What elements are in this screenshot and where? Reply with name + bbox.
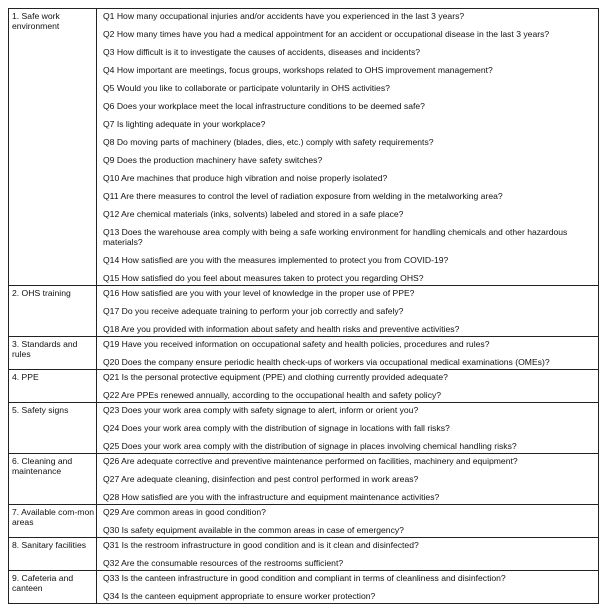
section-questions: [97, 403, 599, 454]
question-item: Q27 Are adequate cleaning, disinfection and pest control performed in work areas?: [103, 474, 419, 484]
question-item: Q34 Is the canteen equipment appropriate to ensure worker protection?: [103, 591, 376, 601]
section-category: 9. Cafeteria and canteen: [9, 571, 97, 604]
question-item: Q29 Are common areas in good condition?: [103, 507, 266, 517]
section-row: [9, 337, 599, 370]
question-item: Q24 Does your work area comply with the distribution of signage in locations with fall risks?: [103, 423, 450, 433]
question-item: Q15 How satisfied do you feel about measures taken to protect you regarding OHS?: [103, 273, 424, 283]
question-item: Q18 Are you provided with information about safety and health risks and preventive activities?: [103, 324, 460, 334]
question-item: Q4 How important are meetings, focus groups, workshops related to OHS improvement management?: [103, 65, 493, 75]
question-item: Q14 How satisfied are you with the measures implemented to protect you from COVID-19?: [103, 255, 449, 265]
section-questions: [97, 9, 599, 286]
question-item: Q5 Would you like to collaborate or participate voluntarily in OHS activities?: [103, 83, 390, 93]
section-row: [9, 538, 599, 571]
section-row: [9, 403, 599, 454]
section-category: 2. OHS training: [9, 286, 97, 337]
question-item: Q12 Are chemical materials (inks, solvents) labeled and stored in a safe place?: [103, 209, 404, 219]
question-item: Q33 Is the canteen infrastructure in good condition and compliant in terms of cleanliness and disinfection?: [103, 573, 506, 583]
question-item: Q2 How many times have you had a medical appointment for an accident or occupational disease in the last 3 years?: [103, 29, 550, 39]
section-category: 7. Available com-mon areas: [9, 505, 97, 538]
question-item: Q9 Does the production machinery have safety switches?: [103, 155, 323, 165]
section-category: 6. Cleaning and maintenance: [9, 454, 97, 505]
question-item: Q23 Does your work area comply with safety signage to alert, inform or orient you?: [103, 405, 419, 415]
section-category: 3. Standards and rules: [9, 337, 97, 370]
question-item: Q16 How satisfied are you with your level of knowledge in the proper use of PPE?: [103, 288, 415, 298]
question-item: Q10 Are machines that produce high vibration and noise properly isolated?: [103, 173, 388, 183]
question-item: Q7 Is lighting adequate in your workplace?: [103, 119, 266, 129]
section-category: 8. Sanitary facilities: [9, 538, 97, 571]
question-item: Q28 How satisfied are you with the infrastructure and equipment maintenance activities?: [103, 492, 440, 502]
section-category: 5. Safety signs: [9, 403, 97, 454]
question-item: Q19 Have you received information on occupational safety and health policies, procedures and rules?: [103, 339, 490, 349]
section-row: [9, 505, 599, 538]
question-item: Q20 Does the company ensure periodic health check-ups of workers via occupational medical examinations (OMEs)?: [103, 357, 550, 367]
section-questions: [97, 538, 599, 571]
question-item: Q25 Does your work area comply with the distribution of signage in places involving chemical handling risks?: [103, 441, 517, 451]
section-row: [9, 370, 599, 403]
section-category: 4. PPE: [9, 370, 97, 403]
question-item: Q30 Is safety equipment available in the common areas in case of emergency?: [103, 525, 404, 535]
section-questions: [97, 337, 599, 370]
question-item: Q6 Does your workplace meet the local infrastructure conditions to be deemed safe?: [103, 101, 425, 111]
section-questions: [97, 454, 599, 505]
section-row: [9, 286, 599, 337]
question-item: Q22 Are PPEs renewed annually, according to the occupational health and safety policy?: [103, 390, 442, 400]
section-row: [9, 9, 599, 286]
questionnaire-body: [9, 9, 599, 604]
question-item: Q32 Are the consumable resources of the restrooms sufficient?: [103, 558, 344, 568]
section-questions: [97, 370, 599, 403]
question-item: Q31 Is the restroom infrastructure in good condition and is it clean and disinfected?: [103, 540, 419, 550]
section-row: [9, 454, 599, 505]
question-item: Q1 How many occupational injuries and/or accidents have you experienced in the last 3 years?: [103, 11, 465, 21]
section-questions: [97, 505, 599, 538]
question-item: Q21 Is the personal protective equipment (PPE) and clothing currently provided adequate?: [103, 372, 448, 382]
question-item: Q3 How difficult is it to investigate the causes of accidents, diseases and incidents?: [103, 47, 421, 57]
questionnaire-table: [8, 8, 599, 604]
question-item: Q26 Are adequate corrective and preventive maintenance performed on facilities, machinery and equipment?: [103, 456, 518, 466]
section-category: 1. Safe work environment: [9, 9, 97, 286]
question-item: Q13 Does the warehouse area comply with being a safe working environment for handling chemicals and other hazardous materials?: [103, 227, 568, 247]
question-item: Q17 Do you receive adequate training to perform your job correctly and safely?: [103, 306, 404, 316]
question-item: Q8 Do moving parts of machinery (blades, dies, etc.) comply with safety requirements?: [103, 137, 434, 147]
section-row: [9, 571, 599, 604]
questionnaire-container: [8, 8, 599, 599]
section-questions: [97, 286, 599, 337]
question-item: Q11 Are there measures to control the level of radiation exposure from welding in the metalworking area?: [103, 191, 503, 201]
section-questions: [97, 571, 599, 604]
